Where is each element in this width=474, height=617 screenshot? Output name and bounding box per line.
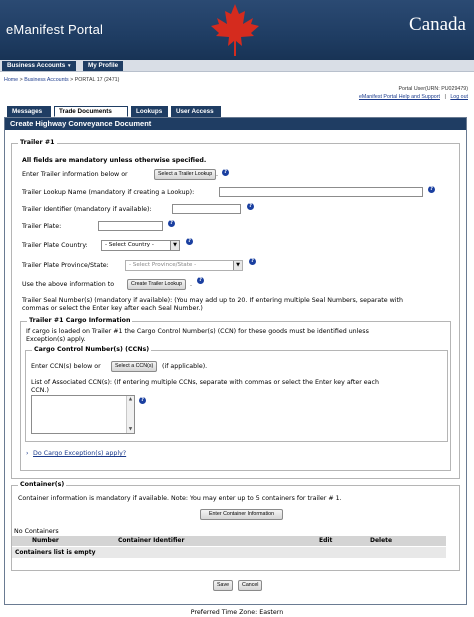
help-icon[interactable]: ? bbox=[187, 238, 192, 244]
container-legend: Container(s) bbox=[20, 481, 65, 488]
help-icon[interactable]: ? bbox=[248, 203, 253, 209]
tab-user-access[interactable]: User Access bbox=[171, 106, 221, 117]
select-ccn-button[interactable]: Select a CCN(s) bbox=[111, 361, 157, 372]
site-header bbox=[0, 0, 474, 60]
top-nav bbox=[0, 60, 474, 72]
breadcrumb-home[interactable]: Home bbox=[4, 77, 19, 83]
trailer-plate-input[interactable] bbox=[98, 221, 163, 231]
create-trailer-lookup-button[interactable]: Create Trailer Lookup bbox=[127, 279, 186, 290]
help-icon[interactable]: ? bbox=[250, 258, 255, 264]
help-icon[interactable]: ? bbox=[169, 220, 174, 226]
trailer-identifier-input[interactable] bbox=[172, 204, 241, 214]
timezone-footer: Preferred Time Zone: Eastern bbox=[190, 609, 284, 616]
breadcrumb bbox=[4, 77, 119, 83]
help-icon[interactable]: ? bbox=[140, 397, 145, 403]
use-above-info-end: . bbox=[190, 281, 193, 288]
col-container-identifier: Container Identifier bbox=[118, 537, 185, 544]
enter-trailer-info-end: . bbox=[216, 171, 219, 178]
logout-link[interactable]: Log out bbox=[450, 94, 468, 100]
trailer-plate-province-label: Trailer Plate Province/State: bbox=[22, 262, 109, 269]
chevron-down-icon: ▼ bbox=[170, 241, 179, 250]
ccn-list-scrollbar[interactable] bbox=[126, 396, 134, 433]
chevron-right-icon: › bbox=[26, 450, 29, 457]
container-table-header bbox=[12, 536, 446, 546]
cargo-legend: Trailer #1 Cargo Information bbox=[29, 317, 131, 324]
col-delete: Delete bbox=[370, 537, 393, 544]
ccn-list-textarea[interactable] bbox=[31, 395, 135, 434]
trailer-plate-province-select[interactable] bbox=[125, 260, 243, 271]
container-fieldset bbox=[11, 481, 460, 571]
mandatory-note: All fields are mandatory unless otherwise specified. bbox=[22, 157, 207, 164]
select-trailer-lookup-button[interactable]: Select a Trailer Lookup bbox=[154, 169, 216, 180]
no-containers-label: No Containers bbox=[14, 528, 59, 535]
enter-ccn-end: (if applicable). bbox=[162, 363, 208, 370]
scroll-down-icon[interactable]: ▼ bbox=[128, 427, 133, 432]
trailer-plate-label: Trailer Plate: bbox=[22, 223, 62, 230]
cargo-note-line1: If cargo is loaded on Trailer #1 the Cargo Control Number(s) (CCN) for these goods must be identified unless bbox=[26, 328, 369, 335]
ccn-legend: Cargo Control Number(s) (CCNs) bbox=[34, 346, 150, 353]
enter-trailer-info-text: Enter Trailer information below or bbox=[22, 171, 128, 178]
tab-trade-documents[interactable]: Trade Documents bbox=[54, 106, 128, 117]
enter-ccn-text: Enter CCN(s) below or bbox=[31, 363, 101, 370]
nav-my-profile-label: My Profile bbox=[88, 62, 119, 69]
nav-business-accounts-label: Business Accounts bbox=[7, 62, 66, 69]
enter-container-button[interactable]: Enter Container Information bbox=[200, 509, 283, 520]
chevron-down-icon: ▼ bbox=[66, 63, 72, 68]
breadcrumb-sep: > bbox=[19, 77, 23, 83]
ccn-list-label-line1: List of Associated CCN(s): (If entering multiple CCNs, separate with commas or select the Enter key after each bbox=[31, 379, 379, 386]
user-info: Portal User(URN: PU029479) bbox=[398, 86, 468, 92]
chevron-down-icon: ▼ bbox=[233, 261, 242, 270]
trailer-plate-country-select[interactable] bbox=[101, 240, 180, 251]
ccn-fieldset bbox=[25, 346, 448, 442]
user-links bbox=[359, 94, 468, 100]
breadcrumb-current: PORTAL 17 (2471) bbox=[74, 77, 120, 83]
col-edit: Edit bbox=[319, 537, 333, 544]
breadcrumb-sep: > bbox=[70, 77, 74, 83]
canada-wordmark: Canada bbox=[409, 14, 466, 35]
cargo-exception-link[interactable]: Do Cargo Exception(s) apply? bbox=[33, 450, 127, 457]
cargo-note-line2: Exception(s) apply. bbox=[26, 336, 86, 343]
link-separator: | bbox=[444, 94, 446, 100]
nav-business-accounts[interactable] bbox=[2, 61, 76, 71]
ccn-list-label-line2: CCN.) bbox=[31, 387, 49, 394]
maple-leaf-icon bbox=[203, 0, 267, 60]
tab-lookups[interactable]: Lookups bbox=[131, 106, 168, 117]
help-icon[interactable]: ? bbox=[429, 186, 434, 192]
save-button[interactable]: Save bbox=[213, 580, 233, 591]
trailer-plate-country-value: - Select Country - bbox=[105, 242, 154, 248]
cancel-button[interactable]: Cancel bbox=[238, 580, 262, 591]
scroll-up-icon[interactable]: ▲ bbox=[128, 397, 133, 402]
cargo-fieldset bbox=[20, 317, 451, 471]
trailer-fieldset bbox=[11, 139, 460, 479]
portal-title: eManifest Portal bbox=[6, 22, 104, 37]
trailer-plate-country-label: Trailer Plate Country: bbox=[22, 242, 88, 249]
seal-numbers-label-line1: Trailer Seal Number(s) (mandatory if available): (You may add up to 20. If entering multiple Seal Numbers, separate with bbox=[22, 297, 403, 304]
container-note: Container information is mandatory if available. Note: You may enter up to 5 containers for trailer # 1. bbox=[18, 495, 342, 502]
trailer-identifier-label: Trailer Identifier (mandatory if available): bbox=[22, 206, 152, 213]
empty-table-row: Containers list is empty bbox=[12, 547, 446, 558]
trailer-lookup-name-label: Trailer Lookup Name (mandatory if creating a Lookup): bbox=[22, 189, 195, 196]
help-icon[interactable]: ? bbox=[223, 169, 228, 175]
trailer-plate-province-value: - Select Province/State - bbox=[129, 262, 197, 268]
trailer-lookup-name-input[interactable] bbox=[219, 187, 423, 197]
seal-numbers-label-line2: commas or select the Enter key after each Seal Number.) bbox=[22, 305, 203, 312]
breadcrumb-business-accounts[interactable]: Business Accounts bbox=[24, 77, 69, 83]
main-panel bbox=[4, 117, 467, 605]
tab-messages[interactable]: Messages bbox=[7, 106, 51, 117]
col-number: Number bbox=[32, 537, 59, 544]
help-icon[interactable]: ? bbox=[198, 277, 203, 283]
help-support-link[interactable]: eManifest Portal Help and Support bbox=[358, 94, 440, 100]
trailer-legend: Trailer #1 bbox=[20, 139, 55, 146]
page-title: Create Highway Conveyance Document bbox=[5, 118, 466, 130]
use-above-info-text: Use the above information to bbox=[22, 281, 115, 288]
nav-my-profile[interactable] bbox=[83, 61, 123, 71]
